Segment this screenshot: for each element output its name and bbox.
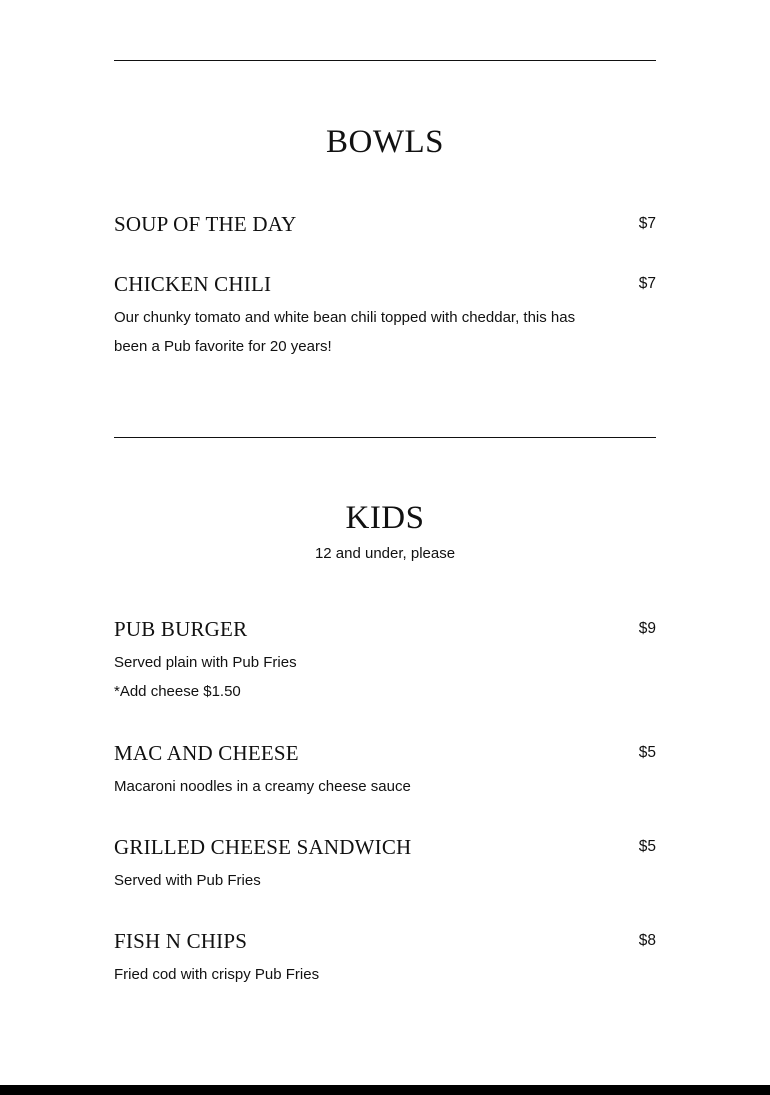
- item-description: Fried cod with crispy Pub Fries: [114, 966, 320, 983]
- section-divider: [114, 60, 656, 61]
- item-name: CHICKEN CHILI: [114, 272, 272, 296]
- footer-bar: [0, 1085, 770, 1095]
- menu-item-soup: [114, 211, 656, 237]
- menu-item-pub-burger: [114, 616, 656, 706]
- item-price: $7: [638, 215, 656, 232]
- item-name: GRILLED CHEESE SANDWICH: [114, 835, 412, 859]
- menu-item-grilled-cheese: [114, 834, 656, 895]
- item-name: PUB BURGER: [114, 617, 248, 641]
- menu-item-mac-and-cheese: [114, 740, 656, 801]
- item-name: SOUP OF THE DAY: [114, 212, 297, 236]
- item-description: Served with Pub Fries: [114, 872, 261, 889]
- item-price: $9: [638, 620, 656, 637]
- item-note: *Add cheese $1.50: [114, 683, 241, 700]
- section-title-kids: KIDS: [345, 500, 425, 536]
- section-subtitle: 12 and under, please: [314, 545, 456, 562]
- item-name: FISH N CHIPS: [114, 929, 248, 953]
- item-description: Served plain with Pub Fries: [114, 654, 297, 671]
- item-price: $7: [638, 275, 656, 292]
- menu-item-fish-n-chips: [114, 928, 656, 989]
- item-description: Our chunky tomato and white bean chili topped with cheddar, this has been a Pub favorite for 20 years!: [114, 309, 576, 355]
- menu-item-chicken-chili: [114, 271, 656, 361]
- item-name: MAC AND CHEESE: [114, 741, 299, 765]
- item-price: $5: [638, 744, 656, 761]
- item-price: $5: [638, 838, 656, 855]
- item-price: $8: [638, 932, 656, 949]
- item-description: Macaroni noodles in a creamy cheese sauce: [114, 778, 411, 795]
- section-title-bowls: BOWLS: [326, 124, 444, 160]
- section-divider: [114, 437, 656, 438]
